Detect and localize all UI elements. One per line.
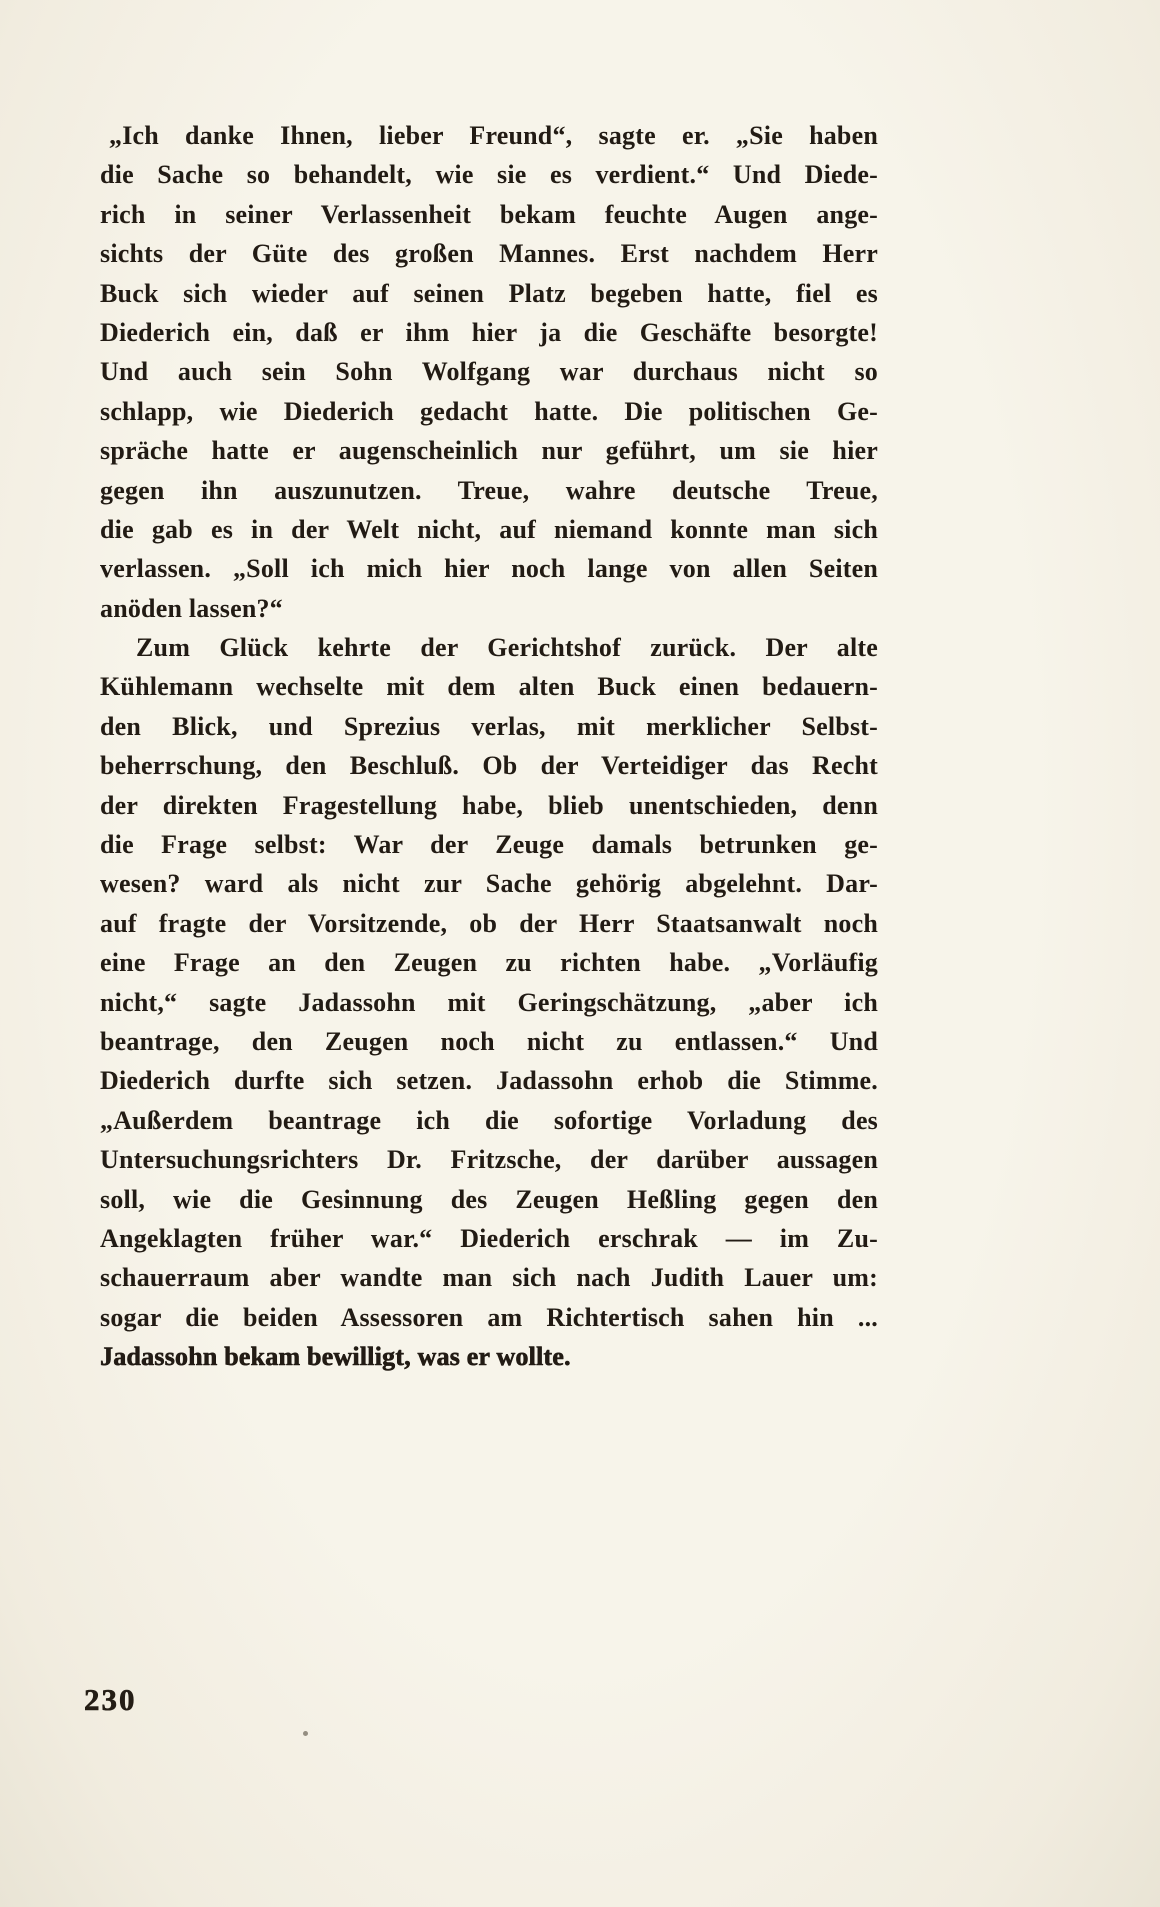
text-line: sichts der Güte des großen Mannes. Erst nachdem Herr: [100, 239, 878, 269]
text-line: eine Frage an den Zeugen zu richten habe. „Vorläufig: [100, 948, 878, 978]
page-text: [100, 116, 878, 1377]
paragraph: [100, 628, 878, 1376]
page-number: 230: [84, 1682, 137, 1717]
text-line: spräche hatte er augenscheinlich nur geführt, um sie hier: [100, 436, 878, 466]
text-line: den Blick, und Sprezius verlas, mit merklicher Selbst-: [100, 711, 878, 741]
text-line: Diederich durfte sich setzen. Jadassohn erhob die Stimme.: [100, 1066, 878, 1096]
text-line: Und auch sein Sohn Wolfgang war durchaus nicht so: [100, 357, 878, 387]
text-line: Jadassohn bekam bewilligt, was er wollte.: [100, 1342, 571, 1372]
text-line: sogar die beiden Assessoren am Richtertisch sahen hin ...: [100, 1302, 878, 1332]
text-line: beantrage, den Zeugen noch nicht zu entlassen.“ Und: [100, 1026, 878, 1056]
text-line: Zum Glück kehrte der Gerichtshof zurück. Der alte: [136, 633, 878, 663]
text-line: nicht,“ sagte Jadassohn mit Geringschätzung, „aber ich: [100, 987, 878, 1017]
text-line: beherrschung, den Beschluß. Ob der Verteidiger das Recht: [100, 751, 878, 781]
text-line: Diederich ein, daß er ihm hier ja die Geschäfte besorgte!: [100, 317, 878, 347]
text-line: soll, wie die Gesinnung des Zeugen Heßling gegen den: [100, 1184, 878, 1214]
text-line: anöden lassen?“: [100, 593, 283, 623]
text-line: schauerraum aber wandte man sich nach Judith Lauer um:: [100, 1263, 878, 1293]
text-line: schlapp, wie Diederich gedacht hatte. Die politischen Ge-: [100, 396, 878, 426]
text-line: auf fragte der Vorsitzende, ob der Herr Staatsanwalt noch: [100, 908, 878, 938]
text-line: verlassen. „Soll ich mich hier noch lange von allen Seiten: [100, 554, 878, 584]
text-line: die Frage selbst: War der Zeuge damals betrunken ge-: [100, 830, 878, 860]
text-line: der direkten Fragestellung habe, blieb unentschieden, denn: [100, 790, 878, 820]
text-line: Buck sich wieder auf seinen Platz begeben hatte, fiel es: [100, 278, 878, 308]
text-line: „Außerdem beantrage ich die sofortige Vorladung des: [100, 1105, 878, 1135]
text-line: rich in seiner Verlassenheit bekam feuchte Augen ange-: [100, 199, 878, 229]
text-line: die gab es in der Welt nicht, auf niemand konnte man sich: [100, 514, 878, 544]
text-line: Kühlemann wechselte mit dem alten Buck einen bedauern-: [100, 672, 878, 702]
text-line: die Sache so behandelt, wie sie es verdient.“ Und Diede-: [100, 160, 878, 190]
scan-speck: [303, 1731, 308, 1736]
text-line: „Ich danke Ihnen, lieber Freund“, sagte er. „Sie haben: [109, 121, 878, 150]
text-line: gegen ihn auszunutzen. Treue, wahre deutsche Treue,: [100, 475, 878, 505]
text-line: Angeklagten früher war.“ Diederich erschrak — im Zu-: [100, 1223, 878, 1253]
text-line: Untersuchungsrichters Dr. Fritzsche, der darüber aussagen: [100, 1145, 878, 1175]
paragraph: [100, 116, 878, 628]
text-line: wesen? ward als nicht zur Sache gehörig abgelehnt. Dar-: [100, 869, 878, 899]
